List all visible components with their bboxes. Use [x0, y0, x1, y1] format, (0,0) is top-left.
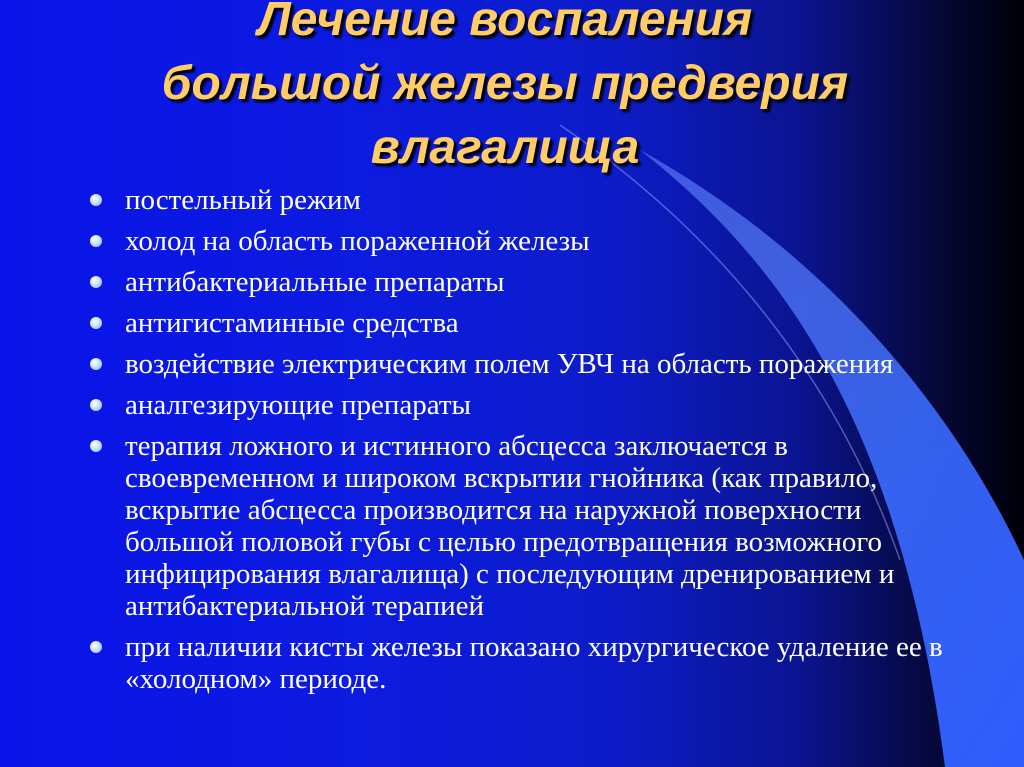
list-item: [90, 389, 950, 421]
bullet-text: холод на область пораженной железы: [125, 225, 590, 257]
bullet-text: антигистаминные средства: [125, 307, 459, 339]
bullet-text: антибактериальные препараты: [125, 266, 505, 298]
title-line-2: большой железы предверия: [161, 57, 849, 110]
bullet-dot-icon: [90, 399, 102, 411]
bullet-dot-icon: [90, 440, 102, 452]
list-item: [90, 225, 950, 257]
bullet-dot-icon: [90, 235, 102, 247]
bullet-dot-icon: [90, 358, 102, 370]
list-item: [90, 348, 950, 380]
title-line-3: влагалища: [370, 121, 640, 174]
bullet-text: аналгезирующие препараты: [125, 389, 472, 421]
title-line-1: Лечение воспаления: [257, 0, 753, 46]
list-item: [90, 307, 950, 339]
bullet-dot-icon: [90, 641, 102, 653]
bullet-dot-icon: [90, 317, 102, 329]
bullet-list: [90, 184, 950, 704]
list-item: [90, 184, 950, 216]
bullet-text: терапия ложного и истинного абсцесса заключается в своевременном и широком вскрытии гнойника (как правило, вскрытие абсцесса производится на наружной поверхности большой половой губы с целью предотвращения возможного инфицирования влагалища) с последующим дренированием и антибактериальной терапией: [125, 430, 895, 622]
bullet-dot-icon: [90, 276, 102, 288]
list-item: [90, 266, 950, 298]
bullet-text: воздействие электрическим полем УВЧ на область поражения: [125, 348, 894, 380]
list-item: [90, 430, 950, 622]
bullet-dot-icon: [90, 194, 102, 206]
bullet-text: постельный режим: [125, 184, 361, 216]
slide-title: [0, 0, 1010, 180]
list-item: [90, 631, 950, 695]
bullet-text: при наличии кисты железы показано хирургическое удаление ее в «холодном» периоде.: [125, 631, 943, 695]
